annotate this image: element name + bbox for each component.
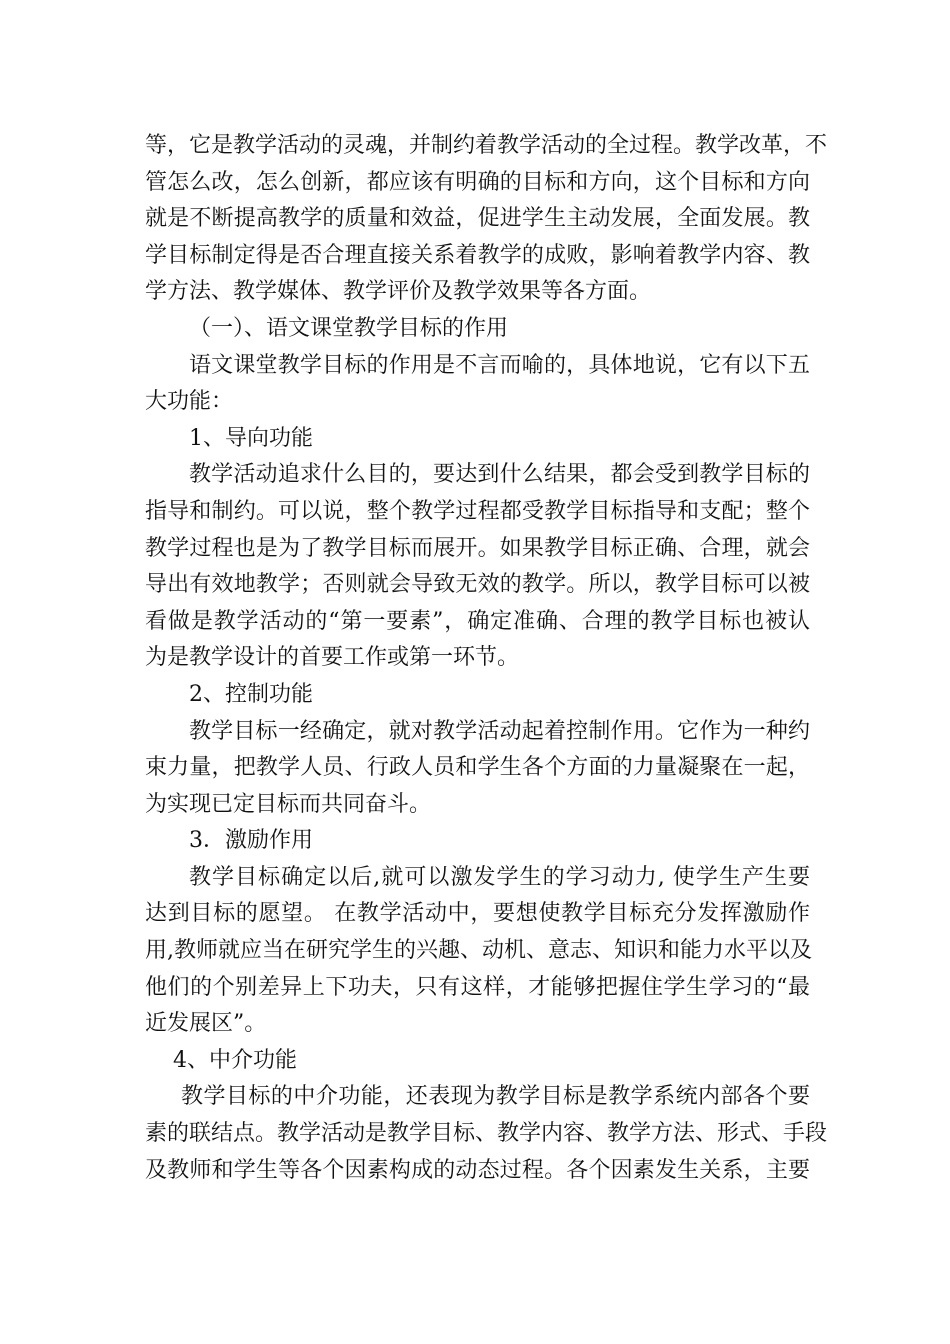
text-line: 导出有效地教学；否则就会导致无效的教学。所以，教学目标可以被: [145, 572, 810, 598]
heading-text: 1、导向功能: [189, 425, 313, 451]
text-line: 学方法、教学媒体、教学评价及教学效果等各方面。: [145, 279, 652, 305]
text-line: 学目标制定得是否合理直接关系着教学的成败，影响着教学内容、教: [145, 242, 810, 268]
subheading-guide-function: [145, 421, 810, 458]
section-heading-role: [145, 311, 810, 348]
paragraph-guide: [145, 457, 810, 677]
text-line: 用,教师就应当在研究学生的兴趣、动机、意志、知识和能力水平以及: [145, 938, 812, 964]
text-line: 及教师和学生等各个因素构成的动态过程。各个因素发生关系，主要: [145, 1157, 810, 1183]
document-page: [145, 128, 828, 1189]
text-line: 看做是教学活动的“第一要素”，确定准确、合理的教学目标也被认: [145, 608, 810, 634]
text-line: 等，它是教学活动的灵魂，并制约着教学活动的全过程。教学改革，不: [145, 133, 828, 158]
heading-text: 2、控制功能: [189, 681, 313, 707]
paragraph-control: [145, 714, 810, 824]
paragraph-mediate: [145, 1079, 828, 1189]
text-line: 近发展区”。: [145, 1011, 267, 1037]
heading-text: 4、中介功能: [173, 1047, 297, 1073]
paragraph-functions: [145, 348, 810, 421]
text-line: 为实现已定目标而共同奋斗。: [145, 791, 432, 817]
text-line: 达到目标的愿望。 在教学活动中，要想使教学目标充分发挥激励作: [145, 901, 810, 927]
text-line: 他们的个别差异上下功夫，只有这样，才能够把握住学生学习的“最: [145, 974, 810, 1000]
text-line: 管怎么改，怎么创新，都应该有明确的目标和方向，这个目标和方向: [145, 169, 810, 195]
subheading-control-function: [145, 677, 810, 714]
text-line: 为是教学设计的首要工作或第一环节。: [145, 645, 520, 671]
text-line: 教学活动追求什么目的，要达到什么结果，都会受到教学目标的: [189, 462, 810, 488]
subheading-mediate-function: [145, 1043, 810, 1080]
text-line: 指导和制约。可以说，整个教学过程都受教学目标指导和支配；整个: [145, 498, 810, 524]
text-line: 大功能：: [145, 389, 234, 415]
text-line: 教学过程也是为了教学目标而展开。如果教学目标正确、合理，就会: [145, 535, 810, 561]
text-line: 教学目标一经确定，就对教学活动起着控制作用。它作为一种约: [189, 718, 810, 744]
text-line: 语文课堂教学目标的作用是不言而喻的，具体地说，它有以下五: [189, 352, 810, 378]
heading-text: （一）、语文课堂教学目标的作用: [189, 315, 509, 341]
heading-text: 3．激励作用: [189, 828, 313, 854]
text-line: 教学目标的中介功能，还表现为教学目标是教学系统内部各个要: [181, 1084, 810, 1110]
text-line: 束力量，把教学人员、行政人员和学生各个方面的力量凝聚在一起，: [145, 755, 810, 781]
text-line: 素的联结点。教学活动是教学目标、教学内容、教学方法、形式、手段: [145, 1121, 828, 1147]
text-line: 教学目标确定以后,就可以激发学生的学习动力, 使学生产生要: [189, 864, 810, 890]
text-line: 就是不断提高教学的质量和效益，促进学生主动发展，全面发展。教: [145, 206, 810, 232]
subheading-motivate-function: [145, 823, 810, 860]
paragraph-intro: [145, 128, 828, 311]
paragraph-motivate: [145, 860, 810, 1043]
